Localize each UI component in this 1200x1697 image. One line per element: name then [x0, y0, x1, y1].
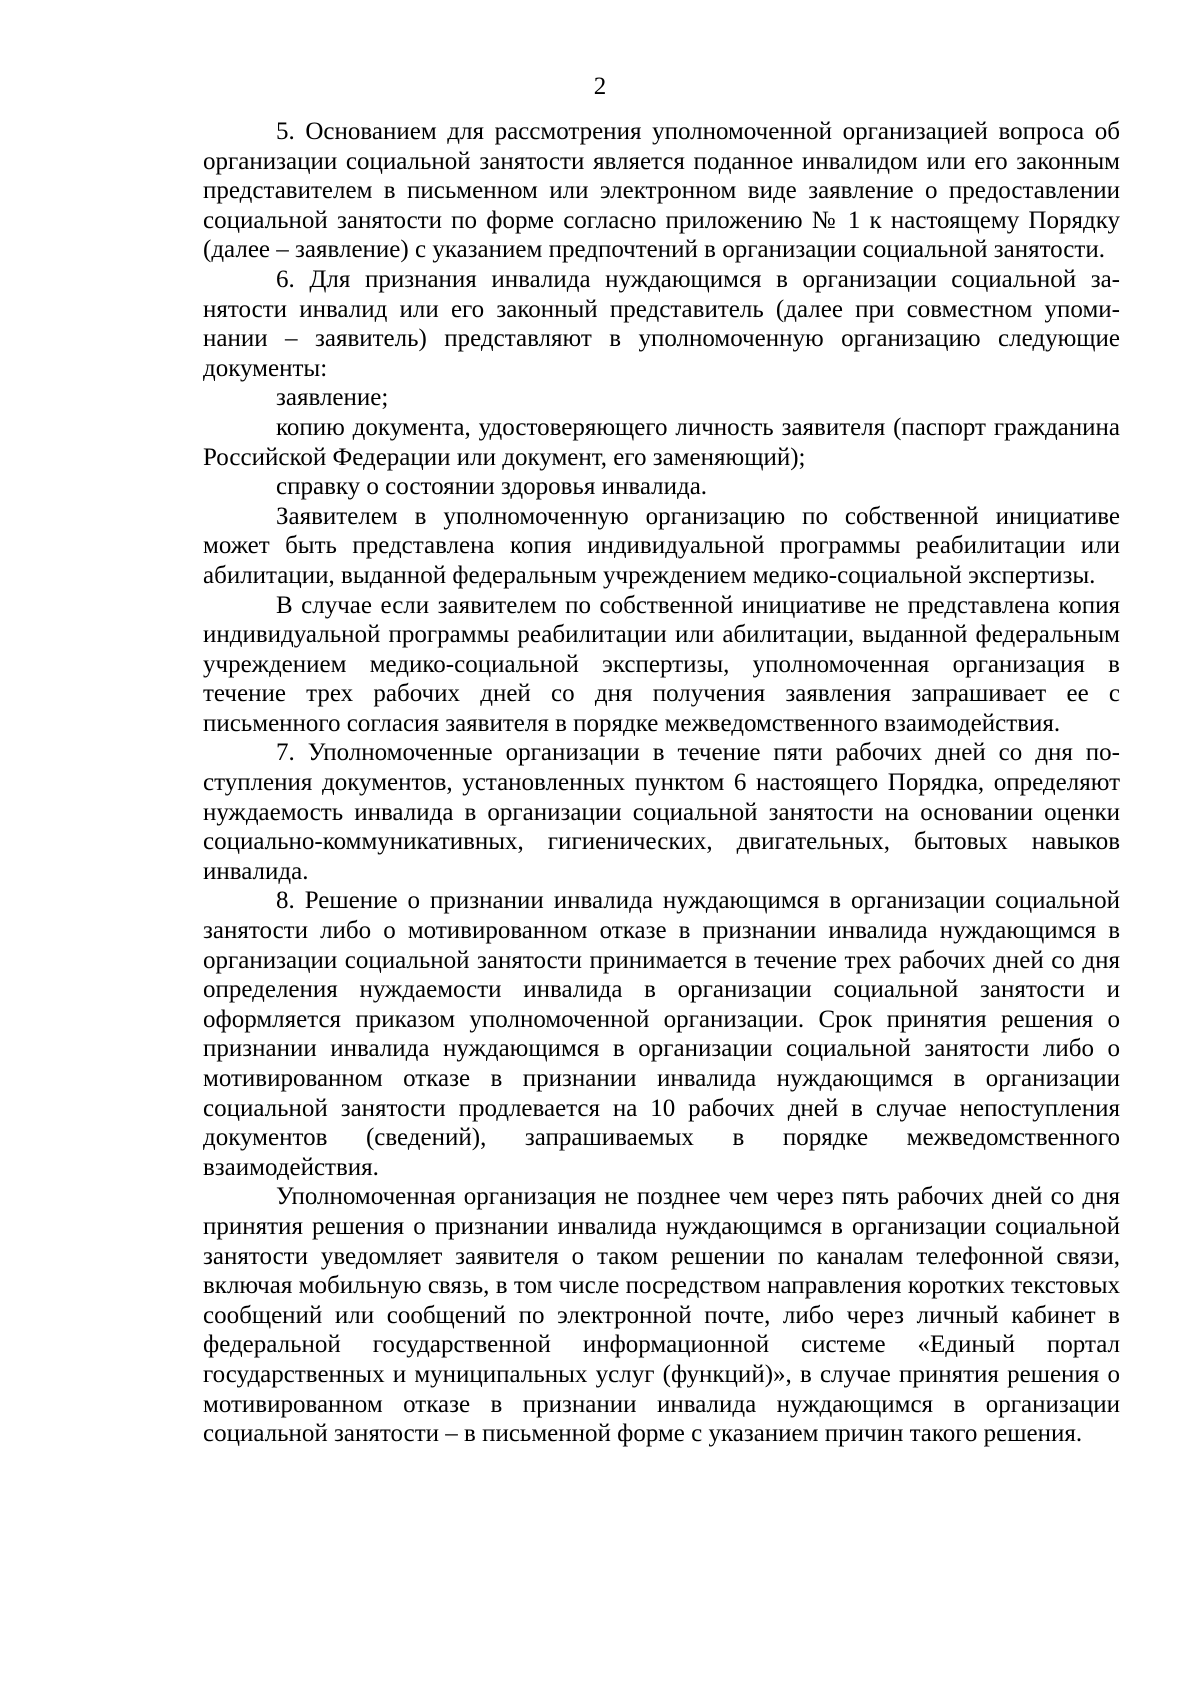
document-body [203, 117, 1120, 1449]
page-number: 2 [593, 73, 607, 100]
paragraph-7: 7. Уполномоченные организации в течение пяти рабочих дней со дня поступления документов, установленных пунктом 6 настоящего Порядка, определяют нуждаемость инвалида в организации социальной занятости на основании оценки социально-коммуникативных, гигиенических, двигательных, бытовых навыков инвалида. [203, 739, 1120, 885]
list-item-health-certificate: справку о состоянии здоровья инвалида. [276, 473, 708, 501]
list-item-identity-document: копию документа, удостоверяющего личность заявителя (паспорт гражданина Российской Федерации или документ, его заменяющий); [203, 413, 1120, 471]
paragraph-interagency-request: В случае если заявителем по собственной инициативе не представлена копия индивидуальной программы реабилитации или абилитации, выданной федеральным учреждением медико-социальной экспертизы, уполномоченная организация в течение трех рабочих дней со дня получения заявления запрашивает ее с письменного согласия заявителя в порядке межведомственного взаимодействия. [203, 591, 1120, 737]
paragraph-rehabilitation-copy: Заявителем в уполномоченную организацию по собственной инициативе может быть представлена копия индивидуальной программы реабилитации или абилитации, выданной федеральным учреждением медико-социальной экспертизы. [203, 502, 1120, 589]
paragraph-notification: Уполномоченная организация не позднее чем через пять рабочих дней со дня принятия решения о признании инвалида нуждающимся в организации социальной занятости уведомляет заявителя о таком решении по каналам телефонной связи, включая мобильную связь, в том числе посредством направления коротких текстовых сообщений или сообщений по электронной почте, либо через личный кабинет в федеральной государственной информационной системе «Единый портал государственных и муниципальных услуг (функций)», в случае принятия решения о мотивированном отказе в признании инвалида нуждающимся в организации социальной занятости – в письменной форме с указанием причин такого решения. [203, 1183, 1120, 1448]
paragraph-5: 5. Основанием для рассмотрения уполномоченной организацией вопроса об организации социальной занятости является поданное инвалидом или его законным представителем в письменном или электронном виде заявление о предоставлении социальной занятости по форме согласно приложению № 1 к настоящему Порядку (далее – заявление) с указанием предпочтений в организации социальной занятости. [203, 118, 1120, 264]
paragraph-8: 8. Решение о признании инвалида нуждающимся в организации социальной занятости либо о мотивированном отказе в признании инвалида нуждающимся в организации социальной занятости принимается в течение трех рабочих дней со дня определения нуждаемости инвалида в организации социальной занятости и оформляется приказом уполномоченной организации. Срок принятия решения о признании инвалида нуждающимся в организации социальной занятости либо о мотивированном отказе в признании инвалида нуждающимся в организации социальной занятости продлевается на 10 рабочих дней в случае непоступления документов (сведений), запрашиваемых в порядке межведомственного взаимодействия. [203, 887, 1120, 1181]
list-item-application: заявление; [276, 384, 389, 412]
paragraph-6: 6. Для признания инвалида нуждающимся в организации социальной занятости инвалид или его законный представитель (далее при совместном упоминании – заявитель) представляют в уполномоченную организацию следующие документы: [203, 265, 1120, 382]
